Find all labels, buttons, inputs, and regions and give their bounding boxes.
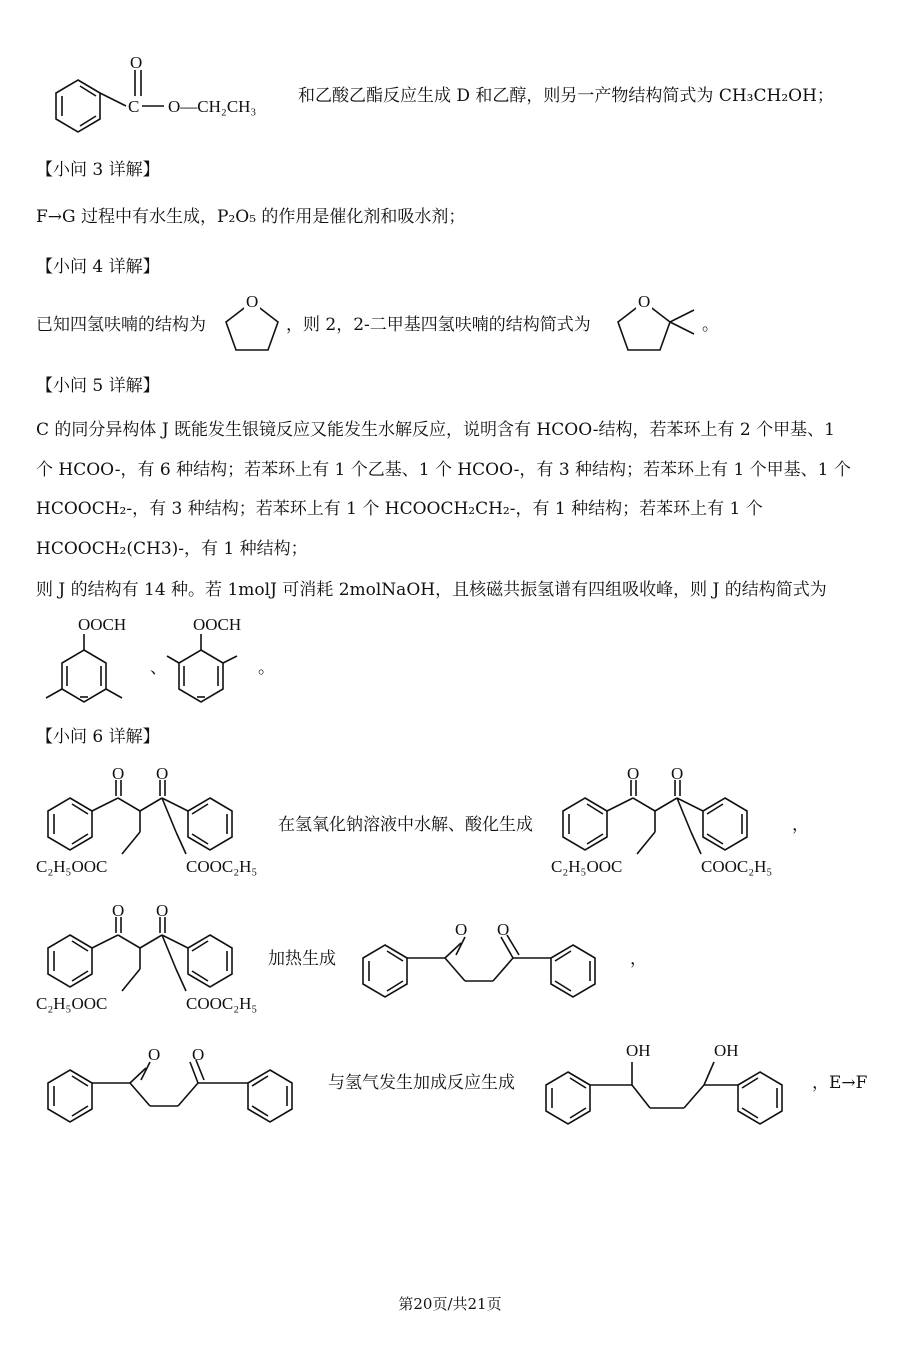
j-structure-2 [165,612,265,712]
d3-o-right: O [156,905,169,920]
reaction-2-text: 加热生成 [268,949,336,969]
answer-q5-b: 个 HCOO-，有 6 种结构；若苯环上有 1 个乙基、1 个 HCOO-，有 3 种结构；若苯环上有 1 个甲基、1 个 [36,460,851,480]
dimethyl-thf-structure [610,288,710,358]
j-end: 。 [258,658,275,678]
d1-o-left: O [112,768,125,783]
d3-left-ester: C₂H₅OOC [36,994,108,1013]
d1-right-ester: COOC₂H₅ [186,857,258,876]
answer-line-1: 和乙酸乙酯反应生成 D 和乙醇，则另一产物结构简式为 CH₃CH₂OH； [298,86,834,106]
carbonyl-c: C [128,97,140,116]
ester-tail: O—CH₂CH₃ [168,97,257,116]
answer-q5-e: 则 J 的结构有 14 种。若 1molJ 可消耗 2molNaOH，且核磁共振氢谱有四组吸收峰，则 J 的结构简式为 [36,580,827,600]
heading-q5: 【小问 5 详解】 [36,376,160,396]
heading-q4: 【小问 4 详解】 [36,257,160,277]
reaction-1-end: ， [792,815,809,835]
thf-structure [218,288,288,358]
diol-structure [528,1036,813,1136]
diester-1 [30,768,280,883]
d2-o-left: O [627,768,640,783]
diketone-1 [345,915,630,1005]
answer-q4-a: 已知四氢呋喃的结构为 [36,315,206,335]
heading-q6: 【小问 6 详解】 [36,727,160,747]
j-structure-1 [40,612,150,712]
j2-ooch: OOCH [193,615,242,634]
ethyl-benzoate-structure [38,50,300,140]
k2-o-left: O [148,1045,161,1064]
d3-o-left: O [112,905,125,920]
j1-ooch: OOCH [78,615,127,634]
oh-left: OH [626,1041,651,1060]
d2-left-ester: C₂H₅OOC [551,857,623,876]
d2-right-ester: COOC₂H₅ [701,857,773,876]
reaction-3-text: 与氢气发生加成反应生成 [328,1073,515,1093]
k1-o-left: O [455,920,468,939]
answer-q4-b: ，则 2，2-二甲基四氢呋喃的结构简式为 [286,315,591,335]
j-separator: 、 [150,658,167,678]
reaction-3-end: ，E→F [812,1073,868,1093]
answer-q5-d: HCOOCH₂(CH3)-，有 1 种结构； [36,539,308,559]
diketone-2 [30,1040,325,1130]
answer-q5-a: C 的同分异构体 J 既能发生银镜反应又能发生水解反应，说明含有 HCOO-结构，若苯环上有 2 个甲基、1 [36,420,835,440]
k1-o-right: O [497,920,510,939]
reaction-2-end: ， [630,949,647,969]
dimethyl-thf-oxygen: O [638,292,651,311]
answer-q4-c: 。 [702,315,719,335]
answer-q5-c: HCOOCH₂-，有 3 种结构；若苯环上有 1 个 HCOOCH₂CH₂-，有 1 种结构；若苯环上有 1 个 [36,499,763,519]
d3-right-ester: COOC₂H₅ [186,994,258,1013]
thf-oxygen: O [246,292,259,311]
k2-o-right: O [192,1045,205,1064]
d1-o-right: O [156,768,169,783]
heading-q3: 【小问 3 详解】 [36,160,160,180]
answer-q3: F→G 过程中有水生成，P₂O₅ 的作用是催化剂和吸水剂； [36,207,466,227]
diester-2 [545,768,795,883]
page-footer: 第20页/共21页 [398,1295,502,1313]
d2-o-right: O [671,768,684,783]
carbonyl-o: O [130,53,143,72]
reaction-1-text: 在氢氧化钠溶液中水解、酸化生成 [278,815,533,835]
d1-left-ester: C₂H₅OOC [36,857,108,876]
oh-right: OH [714,1041,739,1060]
diester-3 [30,905,280,1020]
